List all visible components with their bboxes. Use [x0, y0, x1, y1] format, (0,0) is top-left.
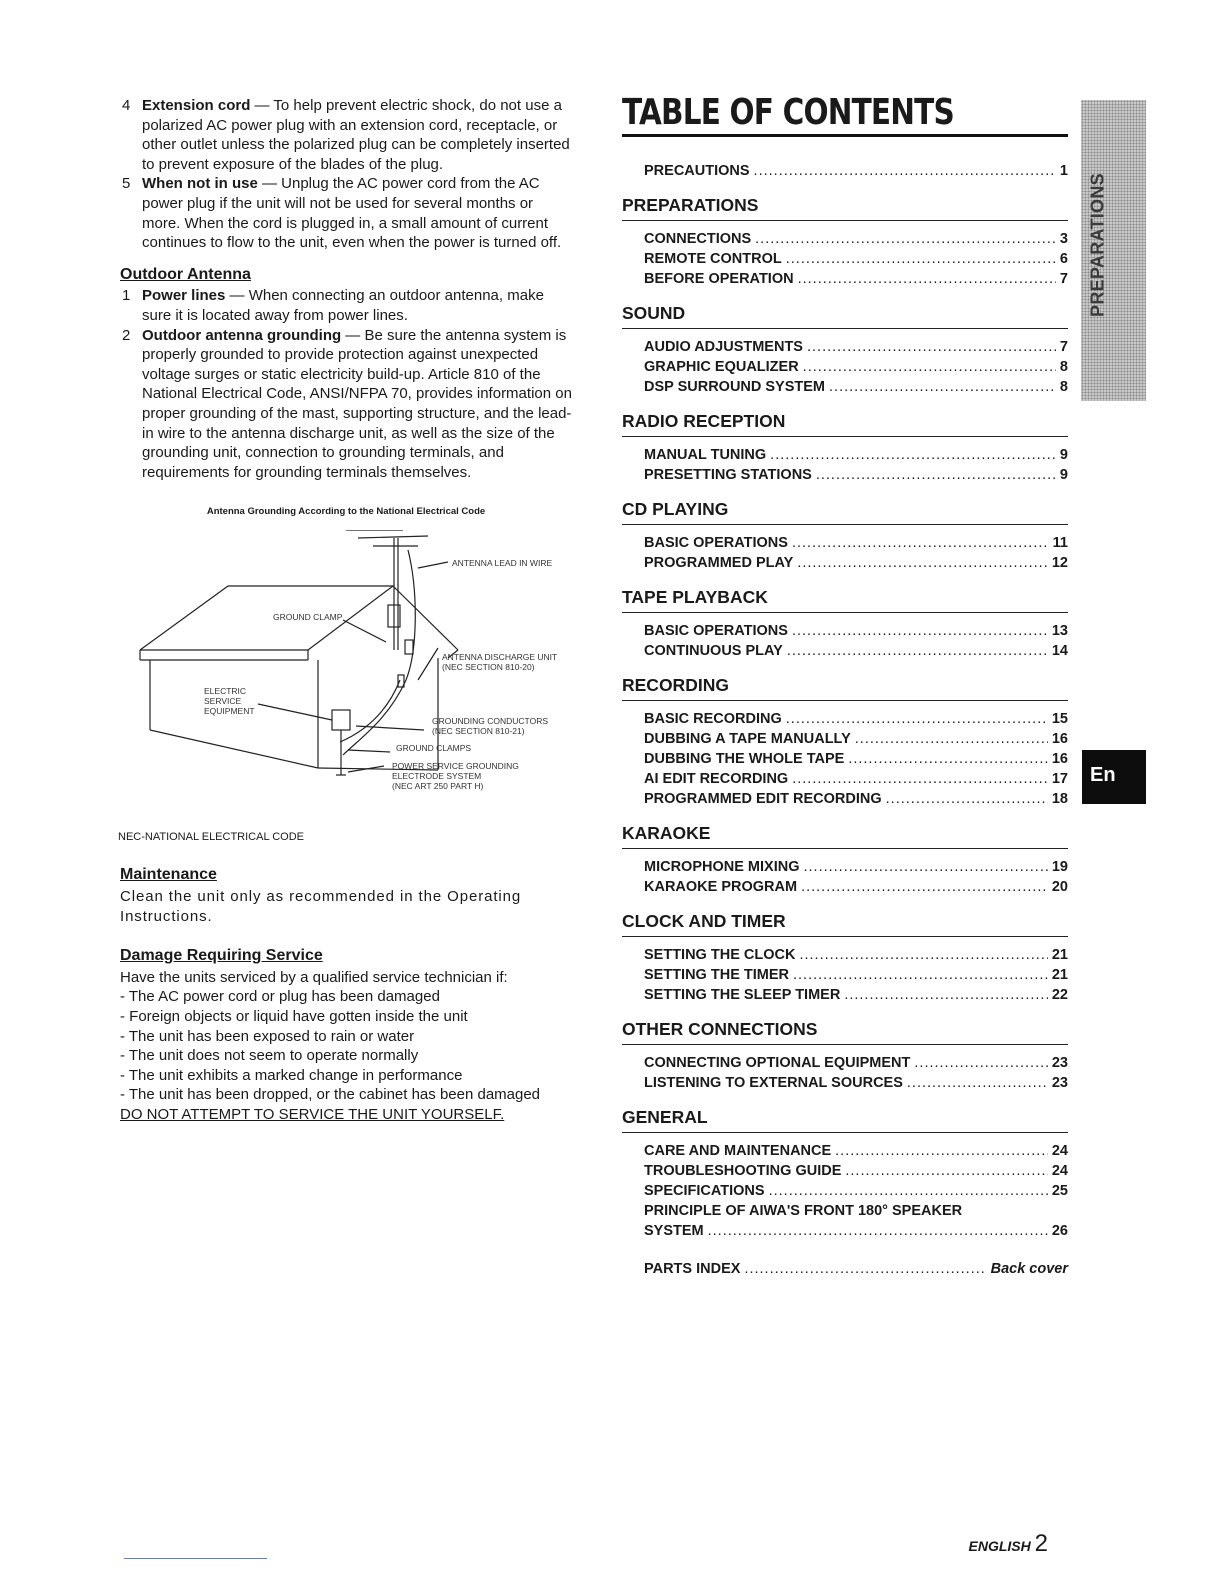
- damage-list-item: - The unit exhibits a marked change in performance: [120, 1066, 463, 1084]
- toc-section-entries: [622, 857, 1068, 897]
- toc-entry-page: 7: [1059, 339, 1068, 355]
- maintenance-text: Clean the unit only as recommended in the Operating Instructions.: [120, 888, 522, 925]
- toc-section-entries: [622, 533, 1068, 573]
- toc-section-heading: CD PLAYING: [622, 499, 1068, 525]
- preparations-tab-text: PREPARATIONS: [1087, 173, 1108, 317]
- toc-section-heading: RECORDING: [622, 675, 1068, 701]
- toc-entry-page: 11: [1052, 535, 1068, 551]
- item-title: Outdoor antenna grounding: [142, 326, 342, 344]
- toc-entry-label: BASIC RECORDING: [644, 711, 782, 727]
- label-discharge-section: (NEC SECTION 810-20): [442, 661, 535, 672]
- toc-leader: [792, 533, 1049, 553]
- toc-leader: [792, 769, 1048, 789]
- item-title: Extension cord: [142, 97, 251, 114]
- toc-entry-page: 16: [1051, 751, 1068, 767]
- toc-entry-page: 8: [1059, 379, 1068, 395]
- toc-entry-page: 9: [1059, 467, 1068, 483]
- damage-list-item: - Foreign objects or liquid have gotten inside the unit: [120, 1008, 468, 1026]
- toc-section-entries: [622, 945, 1068, 1005]
- toc-entry-label: CONTINUOUS PLAY: [644, 643, 783, 659]
- toc-entry-label: SETTING THE SLEEP TIMER: [644, 987, 841, 1003]
- toc-entry-page: 12: [1051, 555, 1068, 571]
- toc-section-heading: OTHER CONNECTIONS: [622, 1019, 1068, 1045]
- toc-entry-label: KARAOKE PROGRAM: [644, 879, 798, 895]
- toc-entry[interactable]: [622, 357, 1068, 377]
- toc-entry-page: 15: [1051, 711, 1068, 727]
- label-nec-art: (NEC ART 250 PART H): [392, 780, 484, 791]
- toc-entry[interactable]: [622, 769, 1068, 789]
- toc-section-heading: KARAOKE: [622, 823, 1068, 849]
- item-text: — Unplug the AC power cord from the AC power plug if the unit will not be used for several months or more. When the cord is plugged in, a small amount of current continues to flow to the unit, even when the power is turned off.: [142, 175, 562, 252]
- label-grounding-conductors: GROUNDING CONDUCTORS: [432, 715, 549, 726]
- toc-entry-label: CONNECTIONS: [644, 231, 752, 247]
- toc-entry-label: DSP SURROUND SYSTEM: [644, 379, 826, 395]
- label-service: SERVICE: [204, 695, 242, 706]
- toc-leader: [845, 1161, 1047, 1181]
- language-tab: [1082, 750, 1146, 804]
- house-antenna-drawing: [118, 530, 578, 830]
- toc-entry-page: 21: [1051, 967, 1068, 983]
- toc-leader: [797, 553, 1048, 573]
- toc-entry-label: CONNECTING OPTIONAL EQUIPMENT: [644, 1055, 911, 1071]
- toc-section-entries: [622, 1053, 1068, 1093]
- label-electrode-system: ELECTRODE SYSTEM: [392, 770, 482, 781]
- label-power-service: POWER SERVICE GROUNDING: [392, 760, 519, 771]
- toc-section-entries: [622, 1141, 1068, 1241]
- toc-entry-page: 21: [1051, 947, 1068, 963]
- toc-entry-page: 26: [1051, 1223, 1068, 1239]
- toc-entry[interactable]: [622, 445, 1068, 465]
- toc-entry-label: DUBBING A TAPE MANUALLY: [644, 731, 851, 747]
- toc-entry[interactable]: [622, 229, 1068, 249]
- toc-entry-page: 22: [1051, 987, 1068, 1003]
- toc-entry-label: REMOTE CONTROL: [644, 251, 782, 267]
- damage-intro: Have the units serviced by a qualified service technician if:: [120, 968, 508, 986]
- toc-entry-label: AUDIO ADJUSTMENTS: [644, 339, 803, 355]
- toc-entry[interactable]: [622, 965, 1068, 985]
- toc-entry[interactable]: [622, 789, 1068, 809]
- toc-entry[interactable]: [622, 749, 1068, 769]
- toc-section-entries: [622, 337, 1068, 397]
- item-number: 2: [122, 326, 131, 344]
- damage-list-item: - The AC power cord or plug has been damaged: [120, 988, 440, 1006]
- label-conductors-section: (NEC SECTION 810-21): [432, 725, 525, 736]
- item-title: When not in use: [142, 175, 258, 193]
- label-lead-in: ANTENNA LEAD IN WIRE: [452, 557, 553, 568]
- toc-leader: [770, 445, 1056, 465]
- toc-title-rule: [622, 134, 1068, 137]
- toc-entry-label: GRAPHIC EQUALIZER: [644, 359, 799, 375]
- toc-entry-label: AI EDIT RECORDING: [644, 771, 789, 787]
- toc-sections: [622, 195, 1068, 1241]
- damage-list-item: - The unit has been dropped, or the cabinet has been damaged: [120, 1086, 541, 1104]
- damage-list: [120, 987, 572, 1105]
- toc-leader: [787, 641, 1048, 661]
- label-ground-clamp: GROUND CLAMP: [273, 611, 343, 622]
- outdoor-antenna-heading: Outdoor Antenna: [120, 265, 251, 283]
- antenna-grounding-diagram: [118, 530, 578, 830]
- toc-section-entries: [622, 445, 1068, 485]
- toc-leader: [754, 161, 1056, 181]
- toc-leader: [807, 337, 1056, 357]
- maintenance-heading: Maintenance: [120, 866, 217, 884]
- toc-leader: [708, 1221, 1048, 1241]
- toc-entry[interactable]: [622, 877, 1068, 897]
- toc-entry-page: 3: [1059, 231, 1068, 247]
- page-footer: [969, 1530, 1048, 1558]
- toc-entry-label: PRESETTING STATIONS: [644, 467, 812, 483]
- preparations-tab-label: [1078, 170, 1118, 320]
- toc-leader: [886, 789, 1048, 809]
- toc-entry[interactable]: [622, 621, 1068, 641]
- label-discharge-unit: ANTENNA DISCHARGE UNIT: [442, 651, 558, 662]
- toc-entry-page: 13: [1051, 623, 1068, 639]
- toc-leader: [914, 1053, 1047, 1073]
- toc-entry[interactable]: [622, 533, 1068, 553]
- toc-entry-page: 24: [1051, 1143, 1068, 1159]
- toc-entry-page: 23: [1051, 1075, 1068, 1091]
- toc-entry-label: PARTS INDEX: [644, 1261, 741, 1277]
- toc-entry-page: 8: [1059, 359, 1068, 375]
- damage-heading: Damage Requiring Service: [120, 947, 323, 965]
- left-column: [120, 96, 572, 1125]
- toc-entry-label: DUBBING THE WHOLE TAPE: [644, 751, 845, 767]
- toc-entry[interactable]: [622, 1259, 1068, 1279]
- toc-section-heading: GENERAL: [622, 1107, 1068, 1133]
- toc-entry-label: CARE AND MAINTENANCE: [644, 1143, 832, 1159]
- toc-entry[interactable]: [622, 249, 1068, 269]
- table-of-contents: [622, 92, 1068, 1279]
- toc-leader: [798, 269, 1056, 289]
- numbered-item: [120, 326, 572, 483]
- item-text: — To help prevent electric shock, do not use a polarized AC power plug with an extension cord, receptacle, or other outlet unless the polarized plug can be completely inserted to prevent exposure of the blades of the plug.: [142, 97, 570, 173]
- toc-entry[interactable]: [622, 161, 1068, 181]
- toc-entry-page: 20: [1051, 879, 1068, 895]
- item-number: 4: [122, 97, 131, 114]
- toc-leader: [792, 621, 1048, 641]
- toc-entry-label: BASIC OPERATIONS: [644, 535, 788, 551]
- toc-entry[interactable]: [622, 945, 1068, 965]
- toc-entry-page: 23: [1051, 1055, 1068, 1071]
- toc-section-heading: PREPARATIONS: [622, 195, 1068, 221]
- toc-entry-page: 19: [1051, 859, 1068, 875]
- item-number: 5: [122, 175, 131, 193]
- toc-entry[interactable]: [622, 1161, 1068, 1181]
- toc-entry-label: PROGRAMMED EDIT RECORDING: [644, 791, 882, 807]
- toc-entry-page: 18: [1051, 791, 1068, 807]
- toc-entry-label: SETTING THE CLOCK: [644, 947, 796, 963]
- toc-leader: [744, 1259, 986, 1279]
- toc-entry-page: 6: [1059, 251, 1068, 267]
- damage-warning: DO NOT ATTEMPT TO SERVICE THE UNIT YOURSELF.: [120, 1106, 505, 1123]
- toc-entry-page: 14: [1051, 643, 1068, 659]
- item-title: Power lines: [142, 287, 226, 305]
- toc-section-heading: RADIO RECEPTION: [622, 411, 1068, 437]
- toc-entry-page: 9: [1059, 447, 1068, 463]
- toc-entry[interactable]: [622, 1141, 1068, 1161]
- toc-precautions: [622, 161, 1068, 181]
- toc-leader: [799, 945, 1047, 965]
- toc-entry-label: PRECAUTIONS: [644, 163, 750, 179]
- toc-entry-label: SETTING THE TIMER: [644, 967, 789, 983]
- toc-section-heading: SOUND: [622, 303, 1068, 329]
- toc-entry-page: 1: [1059, 163, 1068, 179]
- toc-entry-label: TROUBLESHOOTING GUIDE: [644, 1163, 842, 1179]
- toc-entry-label: PROGRAMMED PLAY: [644, 555, 794, 571]
- toc-entry-label: BASIC OPERATIONS: [644, 623, 788, 639]
- toc-leader: [769, 1181, 1048, 1201]
- toc-entry-wrapped-line[interactable]: PRINCIPLE OF AIWA'S FRONT 180° SPEAKER: [644, 1203, 963, 1219]
- toc-leader: [786, 709, 1048, 729]
- toc-entry[interactable]: [622, 377, 1068, 397]
- toc-leader: [803, 857, 1047, 877]
- toc-entry[interactable]: [622, 1053, 1068, 1073]
- toc-entry-page: Back cover: [990, 1261, 1068, 1277]
- safety-items: [120, 96, 572, 253]
- toc-entry[interactable]: [622, 985, 1068, 1005]
- toc-entry-label: LISTENING TO EXTERNAL SOURCES: [644, 1075, 903, 1091]
- toc-parts-index: [622, 1259, 1068, 1279]
- toc-entry[interactable]: [622, 269, 1068, 289]
- toc-section-entries: [622, 621, 1068, 661]
- damage-list-item: - The unit does not seem to operate normally: [120, 1047, 419, 1065]
- item-text: — When connecting an outdoor antenna, make sure it is located away from power lines.: [142, 287, 544, 324]
- label-ground-clamps: GROUND CLAMPS: [396, 742, 472, 753]
- toc-entry[interactable]: [622, 641, 1068, 661]
- footer-label: ENGLISH: [968, 1538, 1031, 1554]
- toc-entry-label: MANUAL TUNING: [644, 447, 767, 463]
- toc-entry-page: 16: [1051, 731, 1068, 747]
- nec-note: NEC-NATIONAL ELECTRICAL CODE: [118, 830, 305, 843]
- label-electric: ELECTRIC: [204, 685, 247, 696]
- numbered-item: [120, 286, 572, 325]
- toc-entry[interactable]: [622, 1221, 1068, 1241]
- numbered-item: [120, 174, 572, 252]
- toc-title: TABLE OF CONTENTS: [622, 92, 954, 133]
- label-equipment: EQUIPMENT: [204, 705, 255, 716]
- toc-entry[interactable]: [622, 729, 1068, 749]
- toc-leader: [835, 1141, 1048, 1161]
- item-number: 1: [122, 287, 131, 305]
- language-tab-text: En: [1090, 764, 1116, 786]
- toc-leader: [844, 985, 1048, 1005]
- toc-entry[interactable]: [622, 1073, 1068, 1093]
- toc-leader: [786, 249, 1056, 269]
- toc-entry-page: 17: [1051, 771, 1068, 787]
- toc-entry[interactable]: [622, 709, 1068, 729]
- toc-section-heading: TAPE PLAYBACK: [622, 587, 1068, 613]
- toc-leader: [793, 965, 1048, 985]
- diagram-caption: Antenna Grounding According to the National Electrical Code: [206, 506, 486, 518]
- toc-entry[interactable]: [622, 553, 1068, 573]
- scan-line: [124, 1558, 267, 1559]
- toc-leader: [803, 357, 1056, 377]
- numbered-item: [120, 96, 572, 174]
- toc-entry-label: BEFORE OPERATION: [644, 271, 794, 287]
- toc-entry-page: 25: [1051, 1183, 1068, 1199]
- item-text: — Be sure the antenna system is properly grounded to provide protection against unexpected voltage surges or static electricity build-up. Article 810 of the National Electrical Code, ANSI/NFPA 70, provides information on proper grounding of the mast, supporting structure, and the lead-in wire to the antenna discharge unit, as well as the size of the grounding unit, connection to grounding terminals, and requirements for grounding terminals themselves.: [142, 326, 572, 481]
- toc-leader: [848, 749, 1048, 769]
- toc-entry[interactable]: [622, 337, 1068, 357]
- toc-section-heading: CLOCK AND TIMER: [622, 911, 1068, 937]
- toc-leader: [855, 729, 1048, 749]
- toc-entry-page: 7: [1059, 271, 1068, 287]
- toc-entry[interactable]: [622, 857, 1068, 877]
- toc-section-entries: [622, 709, 1068, 809]
- toc-leader: [755, 229, 1056, 249]
- toc-entry-label: SYSTEM: [644, 1223, 704, 1239]
- page-number: 2: [1034, 1530, 1048, 1557]
- toc-leader: [816, 465, 1056, 485]
- damage-list-item: - The unit has been exposed to rain or water: [120, 1027, 415, 1045]
- toc-entry[interactable]: [622, 465, 1068, 485]
- outdoor-antenna-items: [120, 286, 572, 482]
- toc-entry-label: SPECIFICATIONS: [644, 1183, 765, 1199]
- toc-entry-page: 24: [1051, 1163, 1068, 1179]
- toc-leader: [801, 877, 1048, 897]
- toc-entry-label: MICROPHONE MIXING: [644, 859, 800, 875]
- toc-leader: [829, 377, 1056, 397]
- toc-leader: [907, 1073, 1048, 1093]
- toc-section-entries: [622, 229, 1068, 289]
- toc-entry[interactable]: [622, 1181, 1068, 1201]
